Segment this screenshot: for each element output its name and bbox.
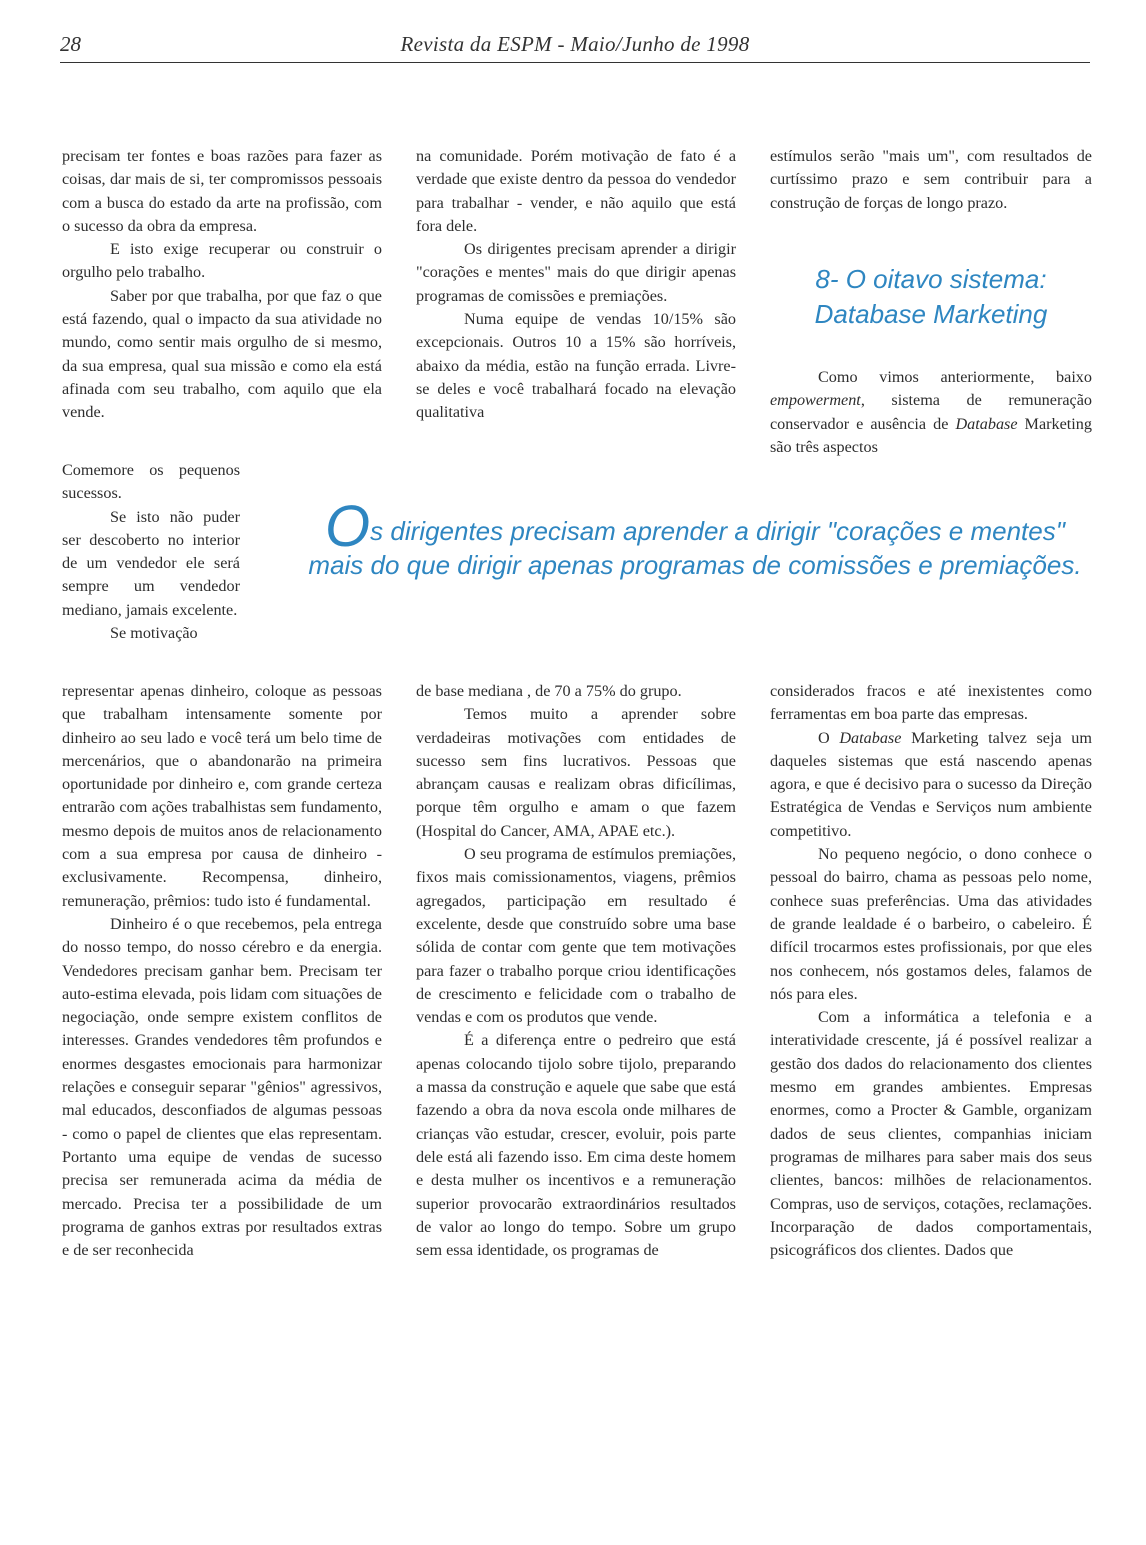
paragraph: Dinheiro é o que recebemos, pela entrega do nosso tempo, do nosso cérebro e da energia. Vendedores precisam ganhar bem. Precisam ter auto-estima elevada, pois lidam com situações de negociação, onde sempre existem conflitos de interesses. Grandes vendedores têm profundos e enormes desgastes emocionais para harmonizar relações e conseguir separar "gênios" agressivos, mal educados, desconfiados de algumas pessoas - como o papel de clientes que elas representam. Portanto uma equipe de vendas de sucesso precisa ser remunerada acima da média de mercado. Precisa ter a possibilidade de um programa de ganhos extras por resultados extras e de ser reconhecida: [62, 914, 382, 1260]
column-1-narrow: [62, 459, 240, 645]
column-3-bottom: [770, 680, 1092, 1262]
paragraph: de base mediana , de 70 a 75% do grupo.: [416, 682, 682, 700]
text-run: Marketing são três aspectos: [770, 414, 1092, 456]
pull-quote: [300, 494, 1090, 582]
emphasis: empowerment: [770, 391, 861, 410]
column-1-top: [62, 145, 382, 425]
paragraph: É a diferença entre o pedreiro que está apenas colocando tijolo sobre tijolo, preparando a massa da construção e aquele que sabe que está fazendo a obra da nova escola onde milhares de crianças vão estudar, crescer, evoluir, pois parte dele está ali fazendo isso. Em cima deste homem e desta mulher os incentivos e a remuneração superior provocarão extraordinários resultados de valor ao longo do tempo. Sobre um grupo sem essa identidade, os programas de: [416, 1031, 736, 1260]
paragraph: na comunidade. Porém motivação de fato é a verdade que existe dentro da pessoa do vendedor para trabalhar - vender, e não aquilo que está fora dele.: [416, 147, 736, 235]
emphasis: Database: [839, 728, 902, 747]
paragraph: representar apenas dinheiro, coloque as pessoas que trabalham intensamente somente por dinheiro ao seu lado e você terá um belo time de mercenários, que o abandonarão na primeira oportunidade por dinheiro e, com grande certeza entrarão com ações trabalhistas sem fundamento, mesmo depois de muitos anos de relacionamento com a sua empresa por causa de dinheiro - exclusivamente. Recompensa, dinheiro, remuneração, prêmios: tudo isto é fundamental.: [62, 682, 382, 910]
paragraph: Se motivação: [110, 624, 198, 643]
column-2-top: [416, 145, 736, 425]
text-run: , sistema de remuneração conservador e ausência de: [770, 391, 1092, 433]
paragraph: O seu programa de estímulos premiações, fixos mais comissionamentos, viagens, prêmios agregados, participação em resultado é excelente, desde que construído sobre uma base sólida de contar com gente que tem motivações para fazer o trabalho porque criou identificações de crescimento e felicidade com o trabalho de vendas e com os produtos que vende.: [416, 845, 736, 1027]
text-run: Marketing talvez seja um daqueles sistemas que está nascendo apenas agora, e que é decisivo para o sucesso da Direção Estratégica de Vendas e Serviços num ambiente competitivo.: [770, 728, 1092, 840]
column-3-top: [770, 145, 1092, 215]
emphasis: Database: [955, 414, 1018, 433]
paragraph: Numa equipe de vendas 10/15% são excepcionais. Outros 10 a 15% são horríveis, abaixo da média, estão na função errada. Livre-se deles e você trabalhará focado na elevação qualitativa: [416, 310, 736, 422]
paragraph: Com a informática a telefonia e a interatividade crescente, já é possível realizar a gestão dos dados do relacionamento dos clientes mesmo em grandes ambientes. Empresas enormes, como a Procter & Gamble, organizam dados de seus clientes, companhias iniciam programas de milhares para saber mais dos seus clientes, bancos: milhões de relacionamentos. Compras, uso de serviços, cotações, reclamações. Incorparação de dados comportamentais, psicográficos dos clientes. Dados que: [770, 1008, 1092, 1260]
paragraph: Se isto não puder ser descoberto no interior de um vendedor ele será sempre um vendedor mediano, jamais excelente.: [62, 507, 240, 619]
drop-cap: O: [325, 494, 371, 559]
page-header: [60, 30, 1090, 63]
section-heading: 8- O oitavo sistema: Database Marketing: [814, 264, 1048, 329]
running-title: Revista da ESPM - Maio/Junho de 1998: [400, 32, 750, 56]
paragraph: No pequeno negócio, o dono conhece o pessoal do bairro, chama as pessoas pelo nome, conhece suas preferências. Uma das atividades de grande lealdade é o barbeiro, o cabeleiro. É difícil trocarmos estes profissionais, por que eles nos conhecem, nós gostamos deles, falamos de nós para eles.: [770, 845, 1092, 1003]
paragraph: E isto exige recuperar ou construir o orgulho pelo trabalho.: [62, 240, 382, 282]
paragraph: Saber por que trabalha, por que faz o que está fazendo, qual o impacto da sua atividade no mundo, como sentir mais orgulho de si mesmo, da sua empresa, qual sua missão e como ela está afinada com seu trabalho, com aquilo que ela vende.: [62, 286, 382, 422]
paragraph: precisam ter fontes e boas razões para fazer as coisas, dar mais de si, ter compromissos pessoais com a busca do estado da arte na profissão, com o sucesso da obra da empresa.: [62, 147, 382, 235]
text-run: O: [818, 728, 840, 747]
paragraph: [770, 366, 1092, 459]
paragraph: considerados fracos e até inexistentes como ferramentas em boa parte das empresas.: [770, 682, 1092, 724]
column-1-bottom: [62, 680, 382, 1262]
column-2-bottom: [416, 680, 736, 1262]
paragraph: Comemore os pequenos sucessos.: [62, 461, 240, 503]
paragraph: Os dirigentes precisam aprender a dirigir "corações e mentes" mais do que dirigir apenas programas de comissões e premiações.: [416, 240, 736, 305]
paragraph: [770, 727, 1092, 843]
column-3-intro: [770, 366, 1092, 459]
paragraph: Temos muito a aprender sobre verdadeiras motivações com entidades de sucesso sem fins lucrativos. Pessoas que abrançam causas e realizam obras dificílimas, porque têm orgulho e amam o que fazem (Hospital do Cancer, AMA, APAE etc.).: [416, 705, 736, 840]
text-run: Como vimos anteriormente, baixo: [818, 368, 1092, 386]
paragraph: estímulos serão "mais um", com resultados de curtíssimo prazo e sem contribuir para a construção de forças de longo prazo.: [770, 147, 1092, 212]
page-number: 28: [60, 32, 81, 56]
pull-quote-text: s dirigentes precisam aprender a dirigir "corações e mentes" mais do que dirigir apenas programas de comissões e premiações.: [308, 516, 1082, 580]
